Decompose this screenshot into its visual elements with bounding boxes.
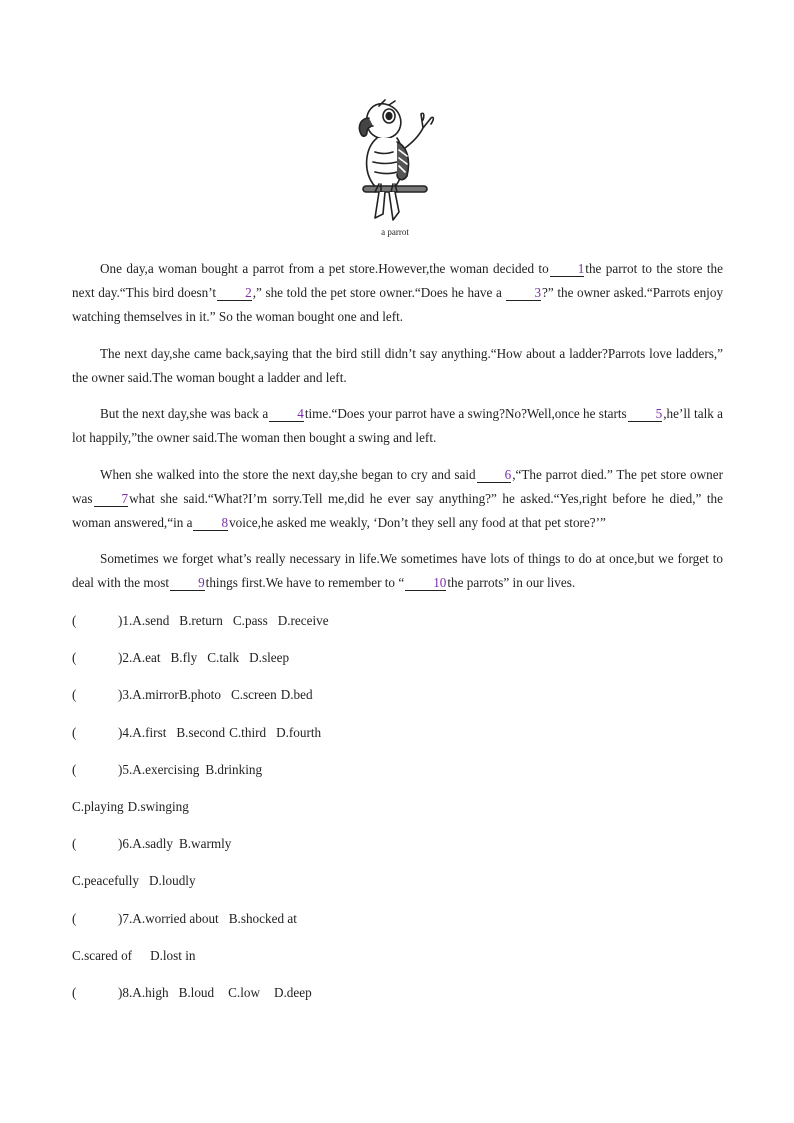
- option-c: C.scared of: [72, 947, 133, 963]
- paragraph-5: [72, 547, 723, 595]
- question-number: )4.: [118, 724, 133, 740]
- question-4: [72, 722, 723, 759]
- paragraph-4: [72, 463, 723, 535]
- answer-slot-5[interactable]: (: [72, 761, 77, 777]
- question-7-continued: [72, 945, 723, 982]
- question-1: [72, 610, 723, 647]
- text: ,” she told the pet store owner.“Does he have a: [252, 285, 502, 300]
- question-2: [72, 647, 723, 684]
- option-c: C.low: [228, 984, 260, 1000]
- option-a: A.first: [132, 724, 167, 740]
- text: the parrot to the store the next day.“This bird doesn’t: [72, 261, 723, 300]
- blank-10[interactable]: 10: [405, 576, 446, 591]
- option-d: D.deep: [273, 984, 312, 1000]
- option-d: D.bed: [280, 687, 313, 703]
- option-d: D.sleep: [249, 650, 290, 666]
- text: But the next day,she was back a: [100, 406, 269, 421]
- question-5-continued: [72, 796, 723, 833]
- option-d: D.receive: [277, 613, 329, 628]
- text: voice,he asked me weakly, ‘Don’t they sell any food at that pet store?’”: [229, 514, 606, 530]
- text: what she said.“What?I’m sorry.Tell me,did he ever say anything?” he asked.“Yes,right before he died,” the woman answered,“in a: [72, 490, 723, 530]
- text: ,he’ll talk a lot happily,”the owner said.The woman then bought a swing and left.: [72, 406, 724, 445]
- answer-slot-4[interactable]: (: [72, 724, 77, 740]
- option-d: D.fourth: [276, 724, 322, 740]
- option-a: A.high: [132, 984, 169, 1000]
- question-number: )1.: [118, 613, 133, 628]
- option-d: D.loudly: [149, 873, 196, 889]
- question-number: )3.: [118, 687, 133, 703]
- option-c: C.screen: [230, 687, 277, 703]
- option-b: B.warmly: [178, 836, 232, 852]
- option-b: B.fly: [170, 650, 198, 666]
- text: One day,a woman bought a parrot from a pet store.However,the woman decided to: [100, 261, 549, 276]
- answer-slot-6[interactable]: (: [72, 836, 77, 852]
- blank-6[interactable]: 6: [477, 468, 512, 483]
- text: ,“The parrot died.” The pet store owner was: [72, 466, 723, 506]
- question-number: )6.: [118, 836, 133, 852]
- question-number: )2.: [118, 650, 133, 666]
- question-8: [72, 982, 723, 1019]
- figure-caption: a parrot: [381, 227, 409, 237]
- option-c: C.peacefully: [72, 873, 140, 889]
- blank-3[interactable]: 3: [506, 286, 541, 301]
- option-a: A.sadly: [132, 836, 173, 852]
- question-6-continued: [72, 870, 723, 907]
- blank-5[interactable]: 5: [628, 407, 663, 422]
- option-b: B.drinking: [205, 761, 263, 777]
- blank-1[interactable]: 1: [550, 262, 585, 277]
- option-a: A.mirror: [132, 687, 179, 703]
- blank-7[interactable]: 7: [94, 492, 129, 507]
- parrot-figure: [330, 96, 460, 241]
- option-a: A.eat: [132, 650, 161, 666]
- answer-slot-1[interactable]: (: [72, 613, 77, 628]
- option-b: B.return: [179, 613, 223, 628]
- parrot-icon: [345, 96, 445, 226]
- text: the parrots” in our lives.: [447, 575, 576, 590]
- option-c: C.third: [229, 724, 267, 740]
- answer-slot-7[interactable]: (: [72, 910, 77, 926]
- text: things first.We have to remember to “: [205, 575, 405, 590]
- text: The next day,she came back,saying that the bird still didn’t say anything.“How about a ladder?Parrots love ladders,” the owner said.The woman bought a ladder and left.: [72, 345, 723, 385]
- option-a: A.worried about: [132, 910, 219, 926]
- blank-2[interactable]: 2: [217, 286, 252, 301]
- answer-slot-3[interactable]: (: [72, 687, 77, 703]
- text: When she walked into the store the next day,she began to cry and said: [100, 466, 476, 482]
- option-c: C.playing: [72, 798, 124, 814]
- option-a: A.send: [132, 613, 170, 628]
- question-7: [72, 908, 723, 945]
- paragraph-1: [72, 257, 723, 329]
- option-d: D.lost in: [150, 947, 196, 963]
- paragraph-2: [72, 342, 723, 390]
- answer-slot-8[interactable]: (: [72, 984, 77, 1000]
- text: ?” the owner asked.“Parrots enjoy watching themselves in it.” So the woman bought one and left.: [72, 285, 724, 324]
- paragraph-3: [72, 402, 723, 450]
- answer-slot-2[interactable]: (: [72, 650, 77, 666]
- option-b: B.photo: [178, 687, 221, 703]
- question-6: [72, 833, 723, 870]
- question-list: [72, 610, 723, 1019]
- text: Sometimes we forget what’s really necessary in life.We sometimes have lots of things to do at once,but we forget to deal with the most: [72, 551, 723, 590]
- text: time.“Does your parrot have a swing?No?Well,once he starts: [304, 406, 627, 421]
- option-a: A.exercising: [132, 761, 200, 777]
- question-5: [72, 759, 723, 796]
- blank-4[interactable]: 4: [269, 407, 304, 422]
- question-number: )8.: [118, 984, 133, 1000]
- option-d: D.swinging: [127, 798, 189, 814]
- option-c: C.pass: [232, 613, 268, 628]
- option-b: B.shocked at: [228, 910, 297, 926]
- option-b: B.second: [176, 724, 226, 740]
- question-number: )7.: [118, 910, 133, 926]
- blank-8[interactable]: 8: [193, 516, 228, 531]
- cloze-passage: [72, 257, 723, 608]
- option-b: B.loud: [178, 984, 215, 1000]
- question-3: [72, 684, 723, 721]
- option-c: C.talk: [207, 650, 240, 666]
- question-number: )5.: [118, 761, 133, 777]
- blank-9[interactable]: 9: [170, 576, 205, 591]
